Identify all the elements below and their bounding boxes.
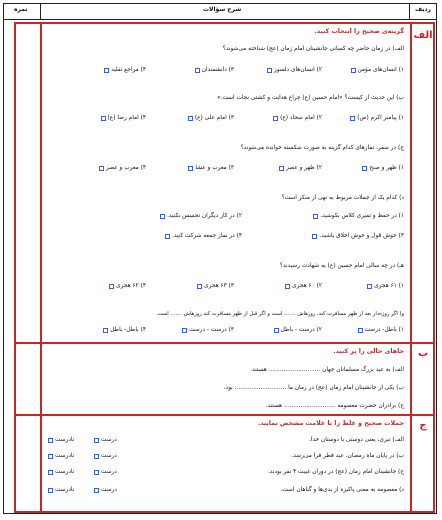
checkbox[interactable] [94,488,99,493]
checkbox[interactable] [188,116,193,121]
mcq-option[interactable]: ۳) دانشمندان [195,66,234,74]
checkbox[interactable] [48,470,53,475]
mcq-option[interactable]: ۲) امام سجاد (ع) [273,114,322,122]
mcq-question: هـ) در چه سالی امام حسین (ع) به شهادت رسیدند؟ [279,263,404,269]
true-option[interactable]: درست [94,436,117,444]
mcq-option[interactable]: ۳) خوش قول و خوش اخلاق باشید. [312,232,404,240]
letter-column-divider [410,22,412,513]
checkbox[interactable] [358,328,363,333]
true-false-statement: ج) جانشینان امام زمان (عج) در دوران غیبت ۴ نفر بودند. [267,469,404,475]
mcq-question: د) کدام یک از جملات مربوط به نهی از منکر است؟ [281,195,404,201]
questions-column-header: شرح سؤالات [203,6,242,13]
mcq-option[interactable]: ۱) باطل- درست [358,326,404,334]
true-false-statement: د) معصومه به معنی پاکیزه از بدی‌ها و گناهان است. [280,487,404,493]
mcq-question: الف) در زمان حاضر چه کسانی جانشینان امام زمان (عج) شناخته می‌شوند؟ [222,46,404,52]
table-header [3,3,437,20]
checkbox[interactable] [279,166,284,171]
checkbox[interactable] [94,470,99,475]
section-divider-2 [14,414,435,416]
mcq-option[interactable]: ۳) درست - درست [182,326,234,334]
mcq-option[interactable]: ۲) انسان‌های دلسوز [267,66,322,74]
checkbox[interactable] [351,68,356,73]
checkbox[interactable] [48,438,53,443]
section-divider-1 [14,342,435,344]
false-option[interactable]: نادرست [48,486,74,494]
checkbox[interactable] [313,214,318,219]
checkbox[interactable] [48,454,53,459]
mcq-option[interactable]: ۴) در نماز جمعه شرکت کنید. [165,232,242,240]
header-divider-right [409,3,410,20]
section-letter-alef: الف [413,30,433,41]
checkbox[interactable] [367,284,372,289]
mcq-option[interactable]: ۲) در کار دیگران تجسس نکنید. [160,212,242,220]
checkbox[interactable] [267,68,272,73]
checkbox[interactable] [94,454,99,459]
header-divider-left [40,3,41,20]
mcq-option[interactable]: ۱) ظهر و صبح [362,164,404,172]
mcq-option[interactable]: ۲) درست - باطل [274,326,322,334]
mcq-option[interactable]: ۱) پیامبر اکرم (ص) [350,114,404,122]
checkbox[interactable] [274,328,279,333]
mcq-question: و) اگر روزه‌دار بعد از ظهر مسافرت کند، روزهاش ....... است و اگر قبل از ظهر مسافرت کند روزهاش ....... است. [156,311,404,317]
section-letter-be: ب [417,348,429,359]
fill-blank-sentence: الف) به عید بزرگ مسلمانان جهان ............................ هستند. [250,367,404,373]
false-option[interactable]: نادرست [48,452,74,460]
checkbox[interactable] [188,166,193,171]
checkbox[interactable] [103,328,108,333]
checkbox[interactable] [99,166,104,171]
true-false-statement: الف) تبری، یعنی دوستی با دوستان خدا. [309,437,404,443]
score-column-header: نمره [14,6,28,13]
fill-blank-sentence: ب) یکی از جانشینان امام زمان (عج) در زمان ما ............................ بود. [223,385,404,391]
mcq-question: ج) در سفر، نمازهای کدام گزینه به صورت شکسته خوانده می‌شوند؟ [240,145,404,151]
section-title-mcq: گزینه‌ی صحیح را انتخاب کنید. [314,28,404,35]
mcq-option[interactable]: ۳) امام علی (ع) [188,114,234,122]
false-option[interactable]: نادرست [48,468,74,476]
false-option[interactable]: نادرست [48,436,74,444]
section-letter-jim: ج [419,420,427,431]
mcq-option[interactable]: ۲) ظهر و عصر [279,164,322,172]
checkbox[interactable] [195,68,200,73]
section-title-fill: جاهای خالی را پر کنید. [333,348,404,355]
mcq-option[interactable]: ۴) مراجع تقلید [104,66,146,74]
score-column-divider [40,22,42,513]
checkbox[interactable] [350,116,355,121]
checkbox[interactable] [94,438,99,443]
row-column-header: ردیف [415,6,431,13]
checkbox[interactable] [104,68,109,73]
mcq-option[interactable]: ۱) در حفظ و تمیزی کلاس بکوشید. [313,212,404,220]
mcq-option[interactable]: ۴) ۶۲ هجری [109,282,146,290]
checkbox[interactable] [109,284,114,289]
mcq-option[interactable]: ۴) مغرب و عصر [99,164,146,172]
mcq-question: ب) این حدیث از کیست؟ «امام حسین (ع) چراغ هدایت و کشتی نجات است.» [217,95,404,101]
checkbox[interactable] [160,214,165,219]
checkbox[interactable] [182,328,187,333]
checkbox[interactable] [362,166,367,171]
checkbox[interactable] [273,116,278,121]
mcq-option[interactable]: ۲) ۶۰ هجری [285,282,322,290]
mcq-option[interactable]: ۴) امام رضا (ع) [101,114,146,122]
checkbox[interactable] [312,234,317,239]
checkbox[interactable] [197,284,202,289]
mcq-option[interactable]: ۱) ۶۱ هجری [367,282,404,290]
checkbox[interactable] [48,488,53,493]
checkbox[interactable] [165,234,170,239]
true-option[interactable]: درست [94,486,117,494]
section-title-true-false: جملات صحیح و غلط را با علامت مشخص نمایید. [257,420,404,427]
checkbox[interactable] [285,284,290,289]
mcq-option[interactable]: ۱) انسان‌های مؤمن [351,66,404,74]
true-option[interactable]: درست [94,468,117,476]
checkbox[interactable] [101,116,106,121]
mcq-option[interactable]: ۴) باطل- باطل [103,326,146,334]
true-false-statement: ب) در پایان ماه رمضان، عید فطر فرا می‌رسد. [291,453,404,459]
mcq-option[interactable]: ۳) مغرب و عشا [188,164,234,172]
fill-blank-sentence: ج) برادران حضرت معصومه ............................ هستند. [265,403,404,409]
true-option[interactable]: درست [94,452,117,460]
mcq-option[interactable]: ۳) ۶۳ هجری [197,282,234,290]
